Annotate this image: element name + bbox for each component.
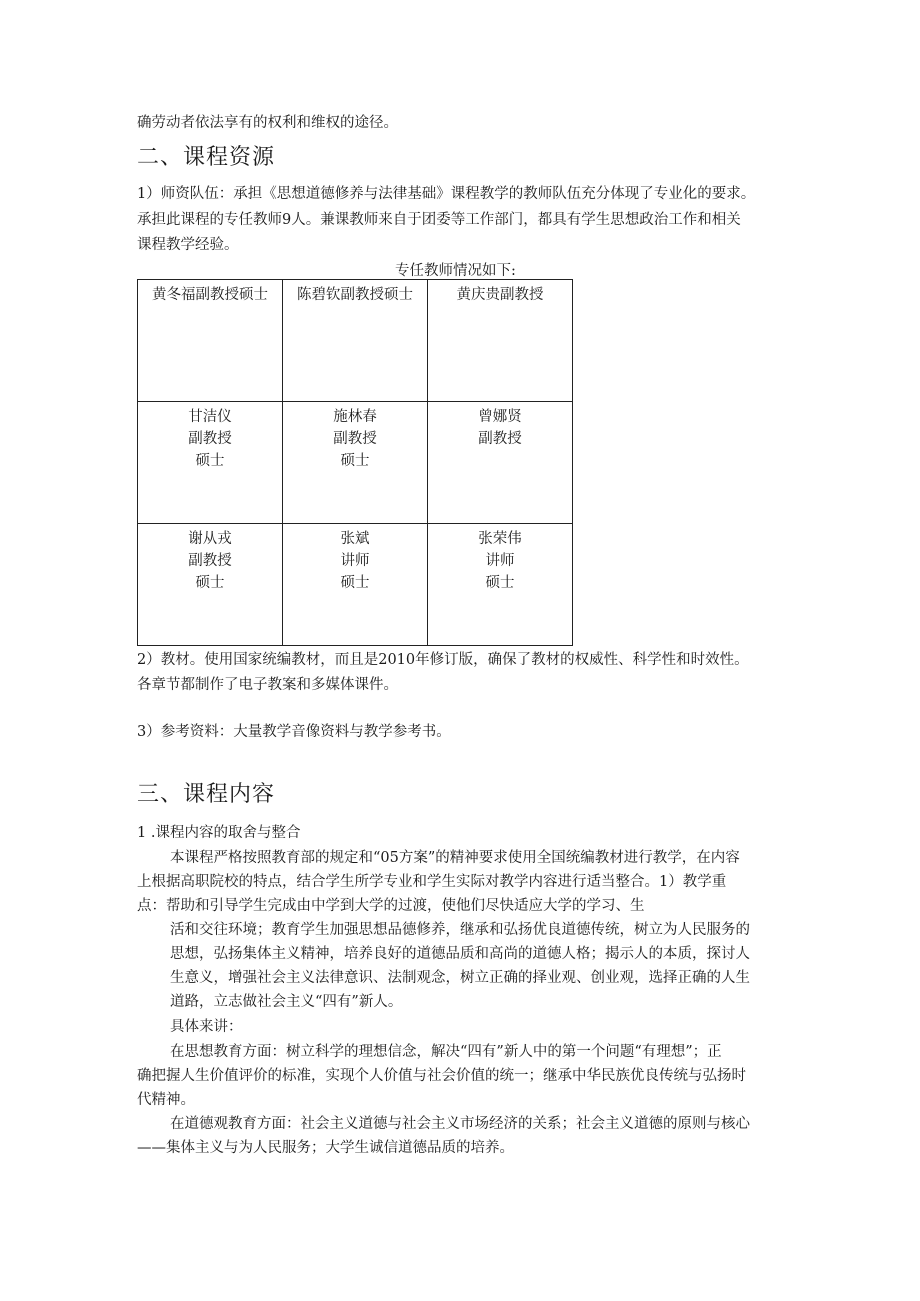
content-line-9: 在思想教育方面：树立科学的理想信念，解决“四有”新人中的第一个问题“有理想”；正 — [170, 1044, 722, 1060]
teacher-title: 副教授 — [478, 431, 522, 447]
teacher-entry: 黄庆贵副教授 — [456, 287, 544, 303]
teacher-title: 副教授 — [188, 431, 232, 447]
teacher-degree: 硕士 — [195, 575, 225, 591]
teacher-name: 曾娜贤 — [478, 409, 522, 425]
teacher-cell — [428, 524, 573, 646]
content-line-1: 本课程严格按照教育部的规定和“05方案”的精神要求使用全国统编教材进行教学，在内容 — [170, 850, 740, 866]
content-line-8: 具体来讲： — [170, 1019, 243, 1035]
teacher-entry: 黄冬福副教授硕士 — [152, 287, 268, 303]
content-line-13: ——集体主义与为人民服务；大学生诚信道德品质的培养。 — [137, 1140, 514, 1156]
content-line-5: 思想，弘扬集体主义精神，培养良好的道德品质和高尚的道德人格；揭示人的本质，探讨人 — [170, 946, 750, 962]
teacher-cell — [283, 280, 428, 402]
teacher-cell — [283, 402, 428, 524]
content-line-3: 点：帮助和引导学生完成由中学到大学的过渡，使他们尽快适应大学的学习、生 — [137, 898, 645, 914]
teacher-title: 副教授 — [188, 553, 232, 569]
teacher-name: 张荣伟 — [478, 531, 522, 547]
teacher-title: 讲师 — [340, 553, 370, 569]
textbook-paragraph-line-1: 2）教材。使用国家统编教材，而且是2010年修订版，确保了教材的权威性、科学性和时效性。 — [137, 652, 749, 668]
table-row — [138, 280, 573, 402]
content-line-2: 上根据高职院校的特点，结合学生所学专业和学生实际对教学内容进行适当整合。1）教学重 — [137, 874, 727, 890]
teachers-paragraph-line-3: 课程教学经验。 — [137, 237, 239, 253]
content-line-4: 活和交往环境；教育学生加强思想品德修养，继承和弘扬优良道德传统，树立为人民服务的 — [170, 922, 750, 938]
teacher-cell — [138, 402, 283, 524]
textbook-paragraph-line-2: 各章节都制作了电子教案和多媒体课件。 — [137, 677, 398, 693]
content-line-12: 在道德观教育方面：社会主义道德与社会主义市场经济的关系；社会主义道德的原则与核心 — [170, 1116, 750, 1132]
teacher-cell — [428, 280, 573, 402]
section-heading-resources: 二、课程资源 — [137, 145, 276, 170]
teacher-cell — [428, 402, 573, 524]
teacher-cell — [138, 280, 283, 402]
section-heading-content: 三、课程内容 — [137, 782, 276, 807]
content-line-7: 道路，立志做社会主义“四有”新人。 — [170, 994, 403, 1010]
teacher-name: 张斌 — [340, 531, 370, 547]
teacher-title: 讲师 — [485, 553, 515, 569]
teacher-title: 副教授 — [333, 431, 377, 447]
teacher-entry: 陈碧钦副教授硕士 — [297, 287, 413, 303]
teachers-paragraph-line-2: 承担此课程的专任教师9人。兼课教师来自于团委等工作部门，都具有学生思想政治工作和相关 — [137, 212, 741, 228]
teacher-name: 施林春 — [333, 409, 377, 425]
content-line-6: 生意义，增强社会主义法律意识、法制观念，树立正确的择业观、创业观，选择正确的人生 — [170, 970, 750, 986]
table-row — [138, 402, 573, 524]
subheading-content-selection: 1 .课程内容的取舍与整合 — [137, 825, 301, 841]
content-line-10: 确把握人生价值评价的标准，实现个人价值与社会价值的统一；继承中华民族优良传统与弘扬时 — [137, 1068, 746, 1084]
references-paragraph: 3）参考资料：大量教学音像资料与教学参考书。 — [137, 724, 451, 740]
teachers-paragraph-line-1: 1）师资队伍：承担《思想道德修养与法律基础》课程教学的教师队伍充分体现了专业化的要求。 — [137, 186, 756, 202]
teacher-cell — [283, 524, 428, 646]
content-line-11: 代精神。 — [137, 1092, 195, 1108]
continuation-line: 确劳动者依法享有的权利和维权的途径。 — [137, 115, 398, 131]
table-row — [138, 524, 573, 646]
table-caption: 专任教师情况如下: — [395, 263, 516, 279]
teacher-degree: 硕士 — [485, 575, 515, 591]
teacher-degree: 硕士 — [195, 453, 225, 469]
teacher-degree: 硕士 — [340, 575, 370, 591]
teacher-degree: 硕士 — [340, 453, 370, 469]
teacher-cell — [138, 524, 283, 646]
teacher-name: 甘洁仪 — [188, 409, 232, 425]
teacher-name: 谢从戎 — [188, 531, 232, 547]
teacher-table — [137, 279, 573, 646]
